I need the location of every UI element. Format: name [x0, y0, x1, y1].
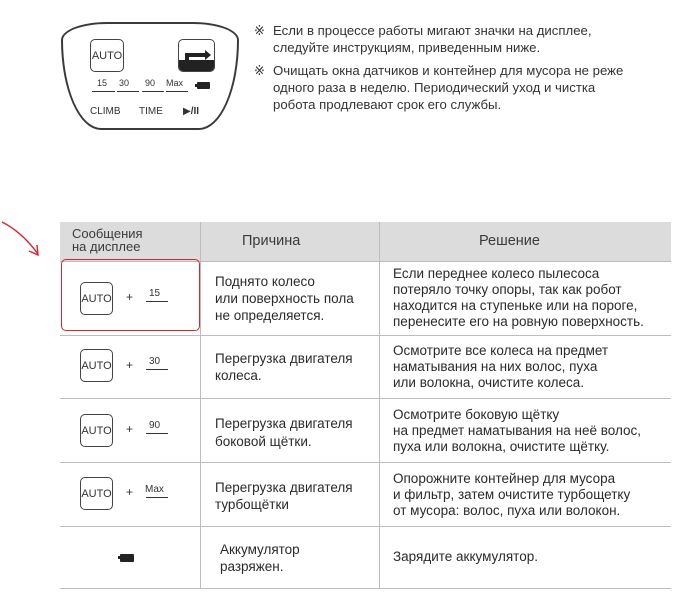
code-underline [146, 433, 168, 434]
note-line: Если в процессе работы мигают значки на дисплее, [273, 23, 592, 38]
column-divider [200, 222, 201, 589]
code-15: 15 [149, 288, 161, 299]
cause-line: разряжен. [220, 559, 284, 574]
header-solution [380, 222, 671, 261]
plus-sign: + [126, 485, 134, 499]
cause-line: Перегрузка двигателя [215, 351, 353, 366]
solution-line: и фильтр, затем очистите турбощетку [393, 487, 631, 502]
scale-15: 15 [97, 78, 108, 88]
hand-drawn-arrow-icon [0, 218, 60, 263]
solution-line: перенесите его на ровную поверхность. [393, 314, 644, 329]
cause-line: колеса. [215, 368, 262, 383]
cause-line: Аккумулятор [220, 542, 300, 557]
header-display [60, 222, 200, 261]
cause-line: турбощётки [215, 497, 289, 512]
solution-line: Осмотрите все колеса на предмет [393, 343, 609, 358]
solution-line: от мусора: волос, пуха или волокон. [393, 503, 621, 518]
auto-icon: AUTO [80, 349, 113, 382]
row-divider [60, 462, 671, 463]
note-line: Очищать окна датчиков и контейнер для мусора не реже [273, 63, 624, 78]
header-solution-label: Решение [479, 233, 540, 249]
code-90: 90 [149, 420, 161, 431]
solution-line: на предмет наматывания на неё волос, [393, 423, 642, 438]
cause-line: Перегрузка двигателя [215, 480, 353, 495]
plus-sign: + [126, 358, 134, 372]
code-max: Max [145, 484, 164, 495]
note-line: одного раза в неделю. Периодический уход и чистка [273, 80, 596, 95]
scale-max: Max [166, 78, 184, 88]
reference-mark: ※ [254, 23, 265, 38]
cause-line: Перегрузка двигателя [215, 416, 353, 431]
scale-segment [92, 91, 115, 92]
row-divider [60, 526, 671, 527]
note-line: следуйте инструкциям, приведенным ниже. [273, 40, 541, 55]
solution-line: Осмотрите боковую щётку [393, 407, 560, 422]
solution-line: или волокна, очистите колеса. [393, 375, 585, 390]
cause-line: или поверхность пола [215, 291, 354, 306]
scale-segment [166, 91, 188, 92]
reference-mark: ※ [254, 63, 265, 78]
plus-sign: + [126, 290, 134, 304]
header-cause-label: Причина [242, 233, 301, 249]
code-underline [146, 497, 168, 498]
scale-30: 30 [119, 78, 130, 88]
time-label: TIME [139, 106, 163, 117]
row-divider [60, 335, 671, 336]
highlight-frame [61, 259, 200, 331]
battery-icon [120, 554, 134, 562]
plus-sign: + [126, 422, 134, 436]
solution-line: пуха или волокна, очистите щётку. [393, 439, 610, 454]
turbo-brush-icon [178, 39, 215, 72]
scale-90: 90 [145, 78, 156, 88]
auto-icon: AUTO [80, 477, 113, 510]
scale-segment [142, 91, 164, 92]
solution-line: наматывания на них волос, пуха [393, 359, 598, 374]
header-display-line1: Сообщения [72, 226, 143, 241]
cause-line: не определяется. [215, 308, 325, 323]
solution-line: Зарядите аккумулятор. [393, 549, 538, 564]
cause-line: Поднято колесо [215, 274, 315, 289]
auto-icon: AUTO [80, 282, 113, 315]
display-panel-diagram [61, 22, 239, 130]
row-divider [60, 398, 671, 399]
solution-line: потеряло точку опоры, так как робот [393, 282, 622, 297]
play-pause-label: ▶/II [183, 106, 200, 117]
auto-icon: AUTO [80, 414, 113, 447]
column-divider [379, 222, 380, 589]
scale-segment [117, 91, 139, 92]
battery-icon [197, 82, 210, 89]
header-display-line2: на дисплее [72, 239, 141, 254]
code-underline [146, 369, 168, 370]
solution-line: Если переднее колесо пылесоса [393, 266, 600, 281]
solution-line: Опорожните контейнер для мусора [393, 471, 616, 486]
auto-icon: AUTO [90, 39, 124, 72]
header-cause [201, 222, 379, 261]
code-30: 30 [149, 356, 161, 367]
cause-line: боковой щётки. [215, 434, 312, 449]
solution-line: находится на ступеньке или на пороге, [393, 298, 638, 313]
row-divider [60, 588, 671, 589]
note-line: робота продлевают срок его службы. [273, 97, 502, 112]
climb-label: CLIMB [90, 106, 121, 117]
